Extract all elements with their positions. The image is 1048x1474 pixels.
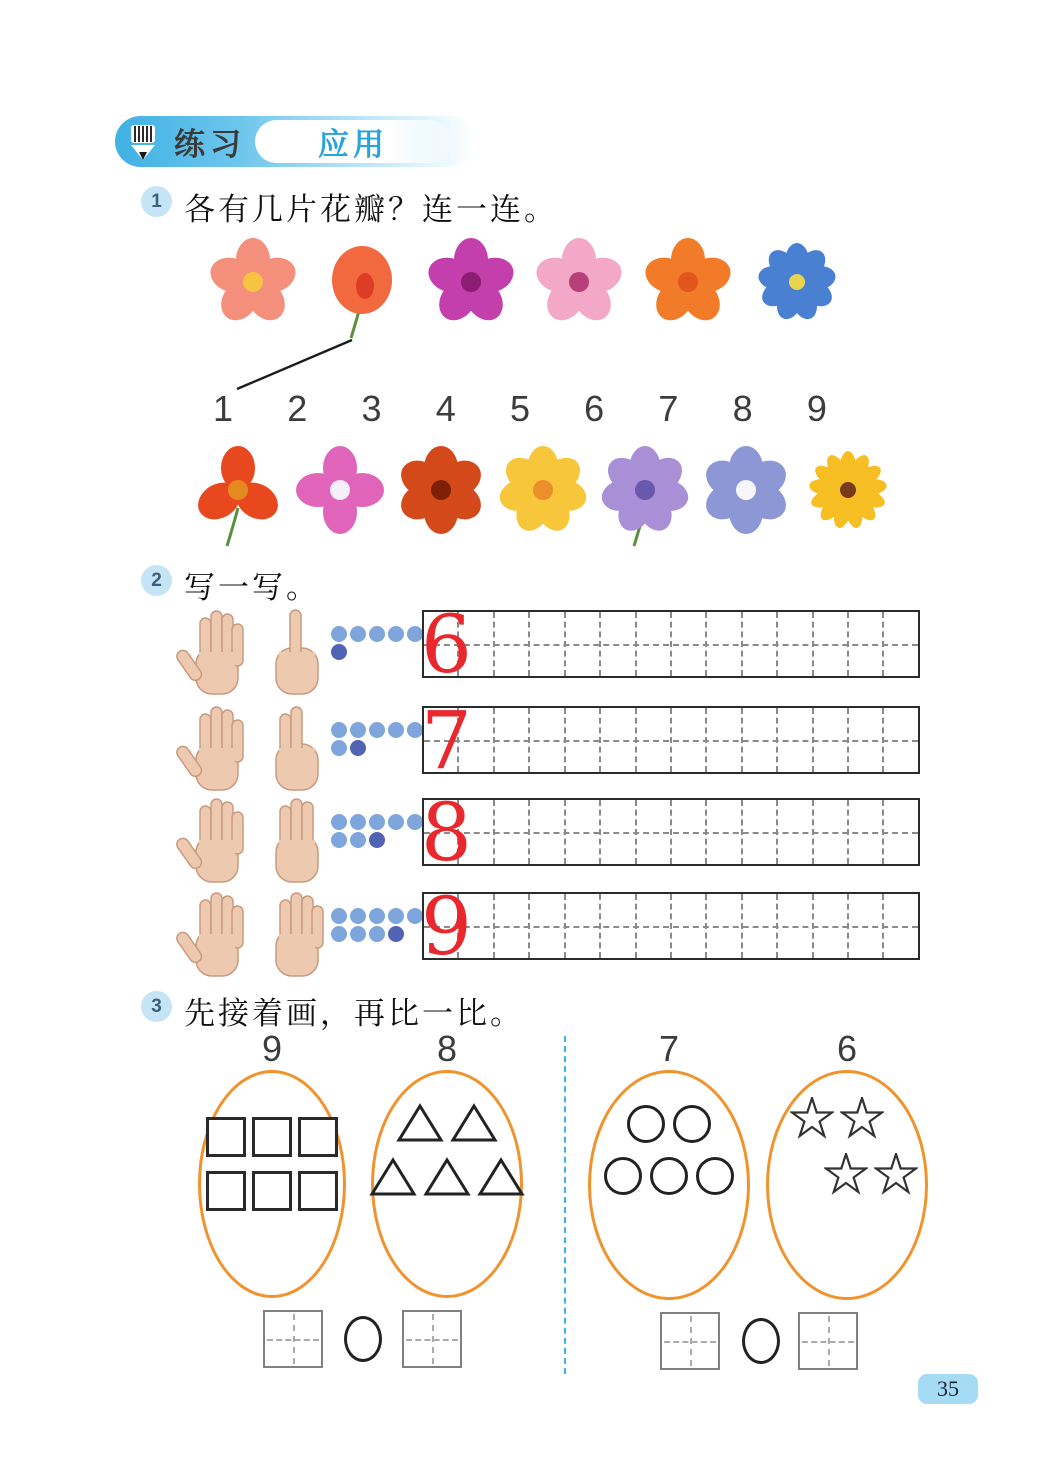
grid-cell bbox=[530, 708, 565, 772]
answer-cell-right-1 bbox=[660, 1312, 720, 1370]
page-number-badge: 35 bbox=[918, 1374, 978, 1404]
dot-light bbox=[350, 908, 366, 924]
grid-cell bbox=[637, 612, 672, 676]
triangle-shape bbox=[423, 1157, 471, 1197]
grid-cell bbox=[778, 894, 813, 958]
dot-light bbox=[388, 814, 404, 830]
writing-row-7 bbox=[0, 694, 1048, 794]
writing-row-9 bbox=[0, 880, 1048, 980]
dot-light bbox=[331, 908, 347, 924]
flower-orange-hibiscus bbox=[640, 238, 736, 342]
grid-cell bbox=[884, 612, 917, 676]
writing-grid-9 bbox=[421, 880, 920, 973]
grid-cell bbox=[601, 800, 636, 864]
oval-label-8: 8 bbox=[436, 1028, 458, 1069]
dot-light bbox=[350, 626, 366, 642]
exercise1-title: 各有几片花瓣？连一连。 bbox=[184, 192, 558, 227]
bottom-flower-row bbox=[190, 446, 896, 552]
hand-1-fingers bbox=[256, 600, 334, 705]
petal-numbers-row bbox=[213, 388, 827, 430]
grid-cell bbox=[530, 800, 565, 864]
dot-light bbox=[388, 626, 404, 642]
square-shape bbox=[206, 1117, 246, 1157]
dot-light bbox=[350, 926, 366, 942]
grid-cell bbox=[743, 708, 778, 772]
hand-five-fingers bbox=[176, 882, 254, 987]
writing-row-8 bbox=[0, 786, 1048, 886]
circle-shape bbox=[696, 1157, 734, 1195]
grid-cell bbox=[566, 800, 601, 864]
writing-grid-8 bbox=[421, 786, 920, 879]
square-shape bbox=[298, 1171, 338, 1211]
star-row bbox=[821, 1153, 921, 1195]
comparison-circle-left bbox=[344, 1316, 382, 1362]
grid-cell bbox=[814, 708, 849, 772]
grid-cell bbox=[566, 612, 601, 676]
oval-label-9: 9 bbox=[261, 1028, 283, 1069]
sample-connection-line bbox=[232, 336, 358, 394]
exercise2-title: 写一写。 bbox=[184, 570, 320, 605]
oval-circles bbox=[588, 1070, 750, 1300]
dot-light bbox=[388, 722, 404, 738]
grid-cell bbox=[495, 800, 530, 864]
dot-dark bbox=[331, 644, 347, 660]
dot-light bbox=[369, 626, 385, 642]
counting-dots-6 bbox=[331, 626, 426, 662]
petal-count-number-7: 7 bbox=[658, 388, 679, 429]
petal-count-number-1: 1 bbox=[213, 388, 234, 429]
flower-purple-anemone bbox=[597, 446, 693, 550]
comparison-circle-right bbox=[742, 1318, 780, 1364]
grid-cell bbox=[566, 894, 601, 958]
flower-black-eyed-susan bbox=[800, 446, 896, 550]
application-tab-label: 应用 bbox=[318, 127, 388, 162]
grid-cell bbox=[672, 708, 707, 772]
grid-cell bbox=[849, 894, 884, 958]
grid-cell bbox=[530, 894, 565, 958]
grid-cell bbox=[495, 894, 530, 958]
triangle-shape bbox=[477, 1157, 525, 1197]
circle-shape bbox=[650, 1157, 688, 1195]
hand-five-fingers bbox=[176, 788, 254, 893]
grid-cell bbox=[849, 612, 884, 676]
grid-cell bbox=[566, 708, 601, 772]
petal-count-number-5: 5 bbox=[509, 388, 530, 429]
hand-4-fingers bbox=[256, 882, 334, 987]
grid-cell bbox=[672, 894, 707, 958]
grid-cell bbox=[637, 800, 672, 864]
grid-cell bbox=[672, 800, 707, 864]
grid-cell bbox=[743, 800, 778, 864]
oval-label-7: 7 bbox=[658, 1028, 680, 1069]
square-shape bbox=[206, 1171, 246, 1211]
practice-tab-label: 练习 bbox=[174, 127, 246, 162]
dot-dark bbox=[388, 926, 404, 942]
petal-count-number-2: 2 bbox=[287, 388, 308, 429]
grid-cell bbox=[707, 612, 742, 676]
grid-cell bbox=[849, 708, 884, 772]
flower-blue-hepatica bbox=[749, 238, 845, 342]
star-row bbox=[787, 1097, 887, 1139]
flower-coral-begonia bbox=[205, 238, 301, 342]
circle-shape bbox=[604, 1157, 642, 1195]
grid-cell bbox=[743, 612, 778, 676]
grid-cell bbox=[778, 708, 813, 772]
grid-cell bbox=[814, 894, 849, 958]
dot-light bbox=[331, 740, 347, 756]
dot-light bbox=[369, 814, 385, 830]
section-divider-line bbox=[564, 1036, 566, 1374]
star-shape bbox=[874, 1153, 918, 1195]
traced-digit-7: 7 bbox=[421, 694, 472, 787]
flower-cherry-blossom bbox=[531, 238, 627, 342]
flower-red-poppy bbox=[190, 446, 286, 550]
dot-light bbox=[331, 832, 347, 848]
dot-light bbox=[369, 908, 385, 924]
application-tab bbox=[255, 120, 451, 163]
oval-squares bbox=[198, 1070, 346, 1298]
square-shape bbox=[252, 1171, 292, 1211]
top-flower-row bbox=[205, 238, 845, 344]
exercise3-number-badge: 3 bbox=[141, 991, 172, 1022]
exercise1-number-badge: 1 bbox=[141, 186, 172, 217]
flower-anthurium bbox=[314, 238, 410, 342]
grid-cell bbox=[601, 612, 636, 676]
petal-count-number-6: 6 bbox=[584, 388, 605, 429]
dot-light bbox=[350, 814, 366, 830]
grid-cell bbox=[707, 800, 742, 864]
dot-light bbox=[331, 814, 347, 830]
traced-digit-9: 9 bbox=[421, 880, 472, 973]
triangle-row bbox=[366, 1157, 528, 1197]
counting-dots-8 bbox=[331, 814, 426, 850]
triangle-shape bbox=[369, 1157, 417, 1197]
dot-light bbox=[388, 908, 404, 924]
petal-count-number-8: 8 bbox=[732, 388, 753, 429]
answer-cell-left-1 bbox=[263, 1310, 323, 1368]
dot-dark bbox=[350, 740, 366, 756]
flower-magenta-orchid bbox=[423, 238, 519, 342]
dot-light bbox=[350, 832, 366, 848]
petal-count-number-3: 3 bbox=[361, 388, 382, 429]
grid-cell bbox=[849, 800, 884, 864]
grid-cell bbox=[778, 612, 813, 676]
grid-cell bbox=[495, 708, 530, 772]
star-shape bbox=[824, 1153, 868, 1195]
oval-label-6: 6 bbox=[836, 1028, 858, 1069]
oval-triangles bbox=[371, 1070, 523, 1298]
square-shape bbox=[298, 1117, 338, 1157]
writing-row-6 bbox=[0, 598, 1048, 698]
answer-cell-left-2 bbox=[402, 1310, 462, 1368]
flower-yellow-star-flower bbox=[495, 446, 591, 550]
grid-cell bbox=[637, 708, 672, 772]
grid-cell bbox=[530, 612, 565, 676]
exercise2-number-badge: 2 bbox=[141, 565, 172, 596]
grid-cell bbox=[601, 708, 636, 772]
exercise3-title: 先接着画，再比一比。 bbox=[184, 996, 524, 1031]
flower-orange-lily bbox=[393, 446, 489, 550]
grid-cell bbox=[778, 800, 813, 864]
square-row bbox=[203, 1171, 341, 1211]
petal-count-number-4: 4 bbox=[435, 388, 456, 429]
hand-3-fingers bbox=[256, 788, 334, 893]
writing-grid-7 bbox=[421, 694, 920, 787]
traced-digit-6: 6 bbox=[421, 598, 472, 691]
dot-light bbox=[331, 722, 347, 738]
triangle-shape bbox=[450, 1103, 498, 1143]
dot-light bbox=[369, 722, 385, 738]
grid-cell bbox=[707, 894, 742, 958]
section-header bbox=[115, 116, 475, 167]
flower-blue-periwinkle bbox=[698, 446, 794, 550]
hand-five-fingers bbox=[176, 600, 254, 705]
grid-cell bbox=[814, 800, 849, 864]
counting-dots-9 bbox=[331, 908, 426, 944]
grid-cell bbox=[601, 894, 636, 958]
star-shape bbox=[840, 1097, 884, 1139]
answer-cell-right-2 bbox=[798, 1312, 858, 1370]
counting-dots-7 bbox=[331, 722, 426, 758]
grid-cell bbox=[743, 894, 778, 958]
circle-row bbox=[600, 1157, 738, 1195]
grid-cell bbox=[884, 708, 917, 772]
circle-shape bbox=[673, 1105, 711, 1143]
dot-light bbox=[369, 926, 385, 942]
dot-light bbox=[331, 626, 347, 642]
grid-cell bbox=[884, 894, 917, 958]
dot-light bbox=[331, 926, 347, 942]
triangle-shape bbox=[396, 1103, 444, 1143]
dot-light bbox=[350, 722, 366, 738]
star-shape bbox=[790, 1097, 834, 1139]
triangle-row bbox=[393, 1103, 501, 1143]
writing-grid-6 bbox=[421, 598, 920, 691]
grid-cell bbox=[707, 708, 742, 772]
oval-stars bbox=[766, 1070, 928, 1300]
circle-shape bbox=[627, 1105, 665, 1143]
dot-dark bbox=[369, 832, 385, 848]
flower-pink-hydrangea bbox=[292, 446, 388, 550]
square-row bbox=[203, 1117, 341, 1157]
grid-cell bbox=[814, 612, 849, 676]
grid-cell bbox=[884, 800, 917, 864]
grid-cell bbox=[495, 612, 530, 676]
grid-cell bbox=[637, 894, 672, 958]
petal-count-number-9: 9 bbox=[806, 388, 827, 429]
square-shape bbox=[252, 1117, 292, 1157]
pencil-icon bbox=[128, 122, 162, 162]
circle-row bbox=[623, 1105, 715, 1143]
grid-cell bbox=[672, 612, 707, 676]
traced-digit-8: 8 bbox=[421, 786, 472, 879]
